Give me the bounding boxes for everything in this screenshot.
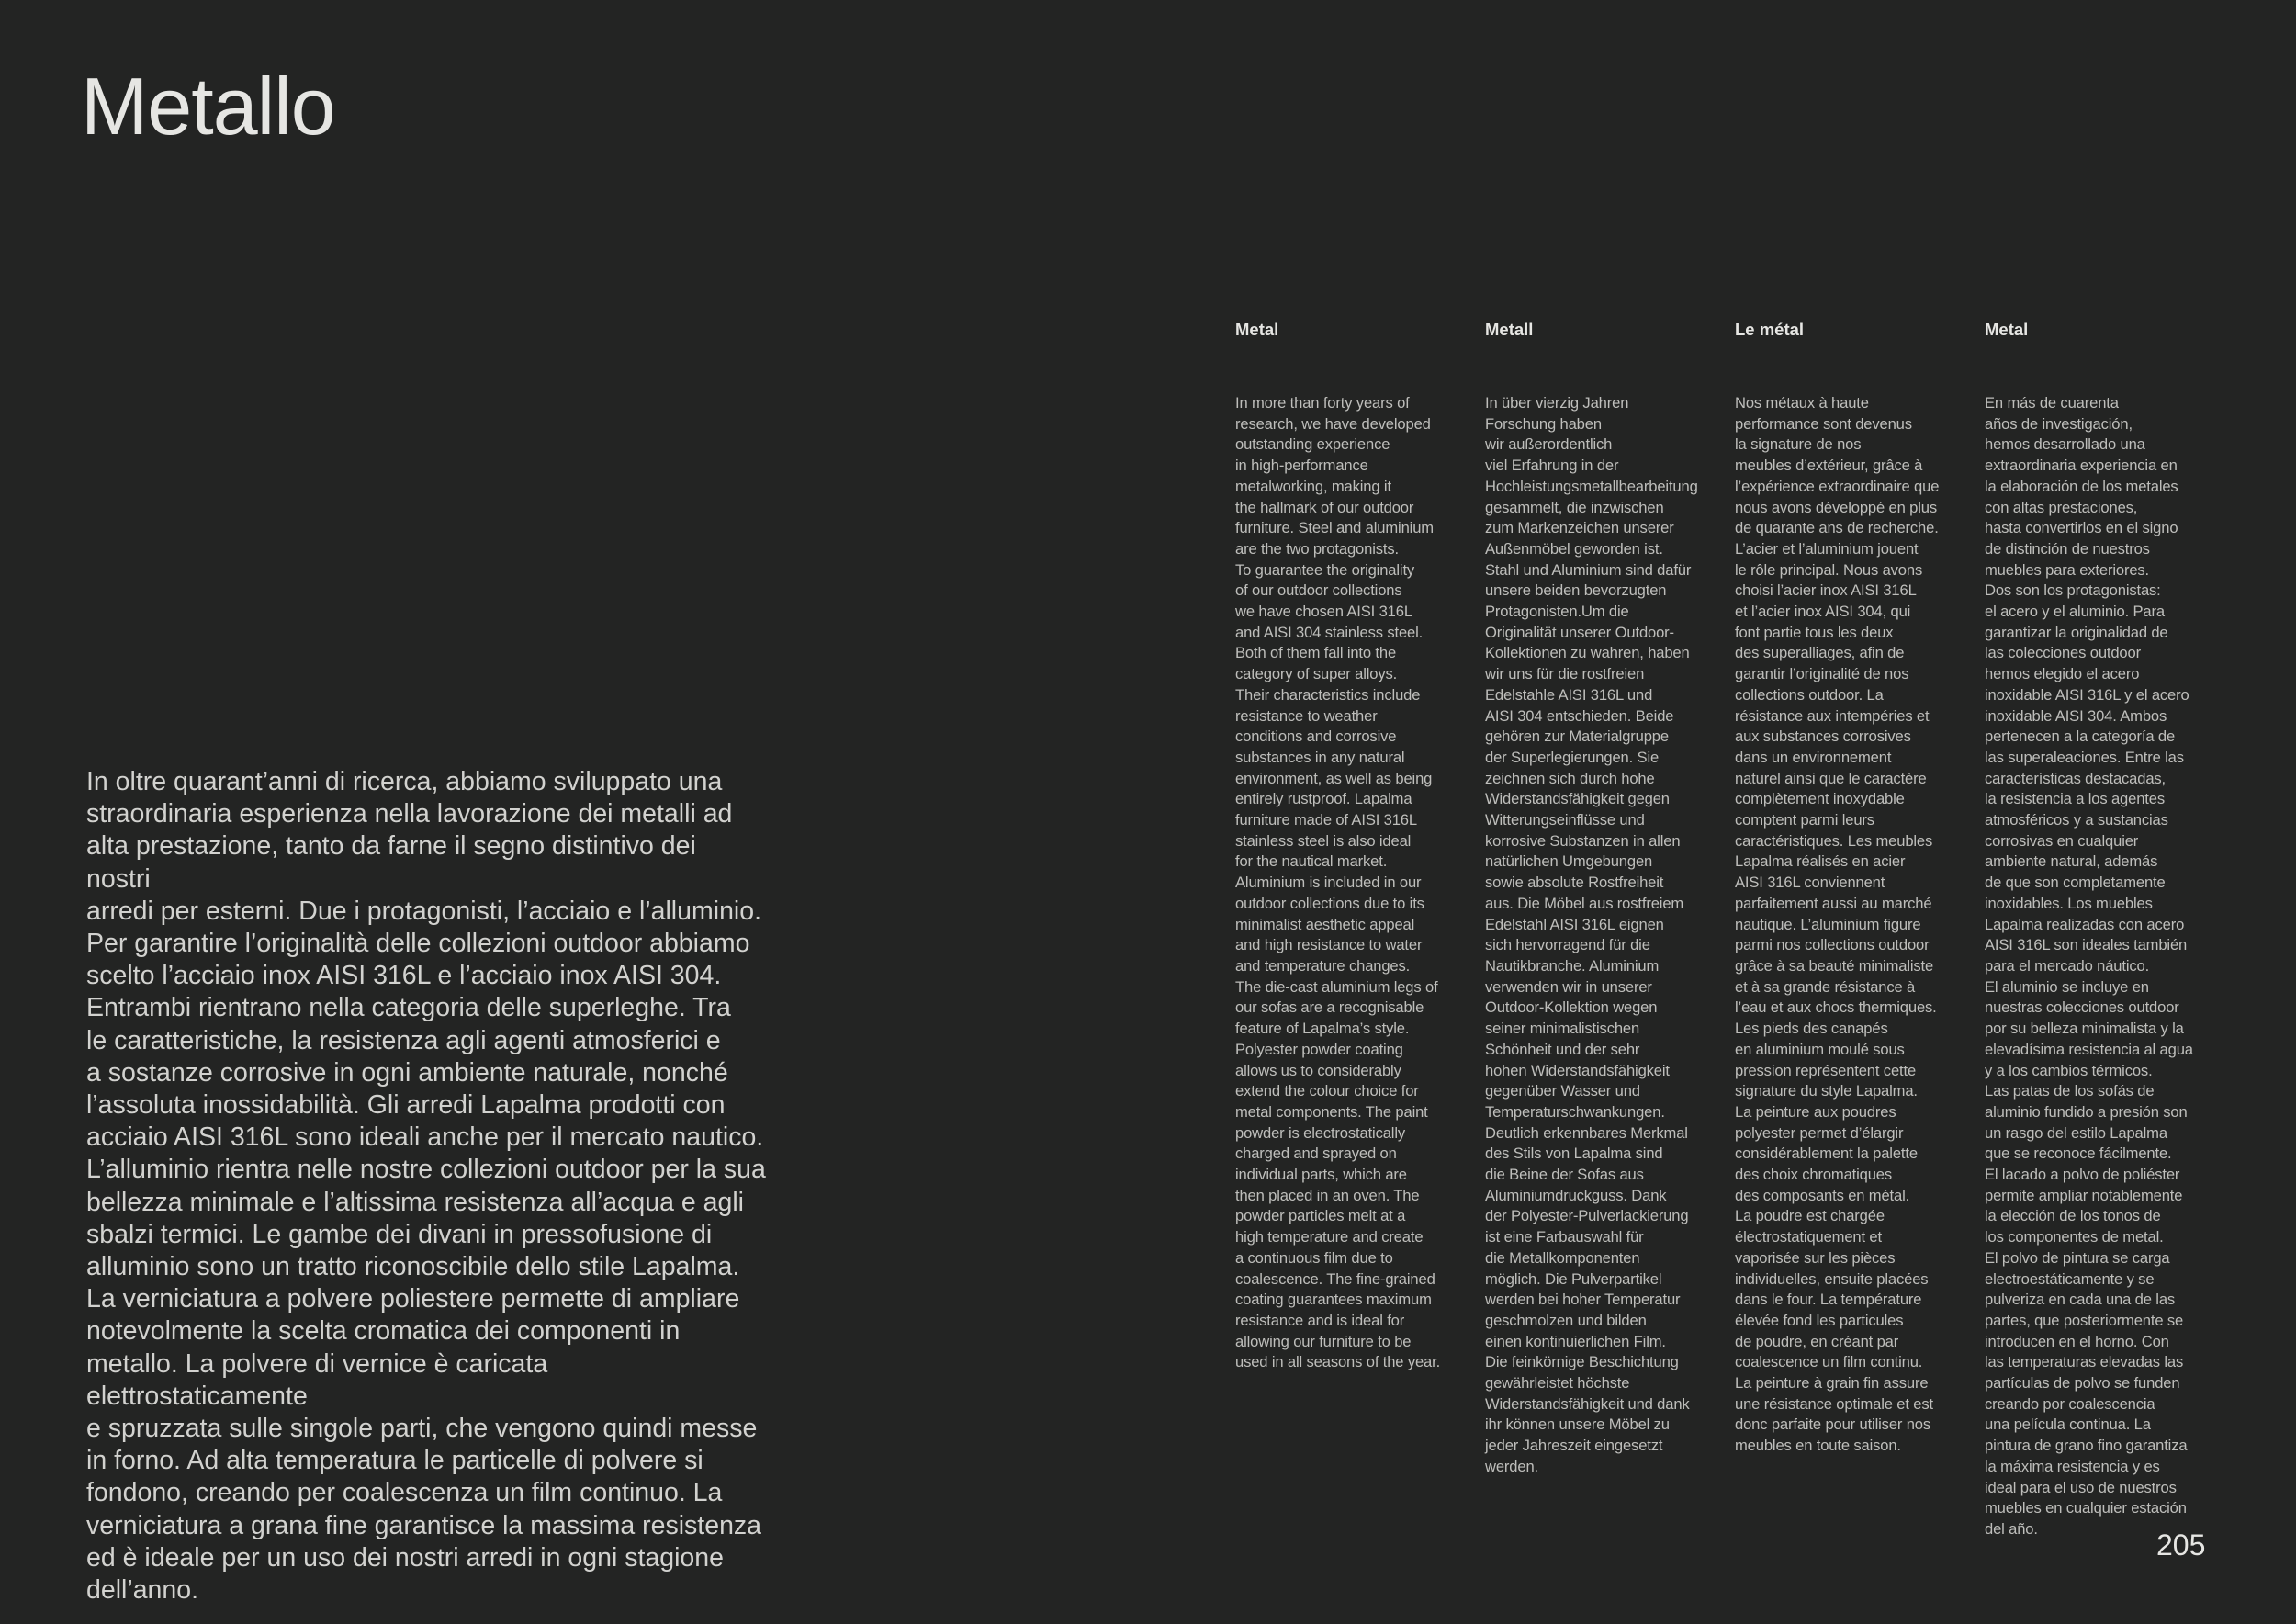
page-title: Metallo: [81, 61, 335, 152]
column-body-german: In über vierzig Jahren Forschung haben wir außerordentlich viel Erfahrung in der Hochleistungsmetallbearbeitung gesammelt, die inzwischen zum Markenzeichen unserer Außenmöbel geworden ist. Stahl und Aluminium sind dafür unsere beiden bevorzugten Protagonisten.Um die Originalität unserer Outdoor- Kollektionen zu wahren, haben wir uns für die rostfreien Edelstahle AISI 316L und AISI 304 entschieden. Beide gehören zur Materialgruppe der Superlegierungen. Sie zeichnen sich durch hohe Widerstandsfähigkeit gegen Witterungseinflüsse und korrosive Substanzen in allen natürlichen Umgebungen sowie absolute Rostfreiheit aus. Die Möbel aus rostfreiem Edelstahl AISI 316L eignen sich hervorragend für die Nautikbranche. Aluminium verwenden wir in unserer Outdoor-Kollektion wegen seiner minimalistischen Schönheit und der sehr hohen Widerstandsfähigkeit gegenüber Wasser und Temperaturschwankungen. Deutlich erkennbares Merkmal des Stils von Lapalma sind die Beine der Sofas aus Aluminiumdruckguss. Dank der Polyester-Pulverlackierung ist eine Farbauswahl für die Metallkomponenten möglich. Die Pulverpartikel werden bei hoher Temperatur geschmolzen und bilden einen kontinuierlichen Film. Die feinkörnige Beschichtung gewährleistet höchste Widerstandsfähigkeit und dank ihr können unsere Möbel zu jeder Jahreszeit eingesetzt werden.: [1485, 394, 1698, 1475]
column-english: [1235, 320, 1474, 1373]
column-spanish: [1985, 320, 2223, 1540]
page-number: 205: [2156, 1528, 2206, 1562]
column-body-french: Nos métaux à haute performance sont devenus la signature de nos meubles d’extérieur, grâce à l’expérience extraordinaire que nous avons développé en plus de quarante ans de recherche. L’acier et l’aluminium jouent le rôle principal. Nous avons choisi l’acier inox AISI 316L et l’acier inox AISI 304, qui font partie tous les deux des superalliages, afin de garantir l’originalité de nos collections outdoor. La résistance aux intempéries et aux substances corrosives dans un environnement naturel ainsi que le caractère complètement inoxydable comptent parmi leurs caractéristiques. Les meubles Lapalma réalisés en acier AISI 316L conviennent parfaitement aussi au marché nautique. L’aluminium figure parmi nos collections outdoor grâce à sa beauté minimaliste et à sa grande résistance à l’eau et aux chocs thermiques. Les pieds des canapés en aluminium moulé sous pression représentent cette signature du style Lapalma. La peinture aux poudres polyester permet d’élargir considérablement la palette des choix chromatiques des composants en métal. La poudre est chargée électrostatiquement et vaporisée sur les pièces individuelles, ensuite placées dans le four. La température élevée fond les particules de poudre, en créant par coalescence un film continu. La peinture à grain fin assure une résistance optimale et est donc parfaite pour utiliser nos meubles en toute saison.: [1735, 394, 1940, 1455]
column-german: [1485, 320, 1724, 1478]
column-heading-english: Metal: [1235, 320, 1279, 339]
column-heading-french: Le métal: [1735, 320, 1805, 339]
column-body-english: In more than forty years of research, we have developed outstanding experience in high-performance metalworking, making it the hallmark of our outdoor furniture. Steel and aluminium are the two protagonists. To guarantee the originality of our outdoor collections we have chosen AISI 316L and AISI 304 stainless steel. Both of them fall into the category of super alloys. Their characteristics include resistance to weather conditions and corrosive substances in any natural environment, as well as being entirely rustproof. Lapalma furniture made of AISI 316L stainless steel is also ideal for the nautical market. Aluminium is included in our outdoor collections due to its minimalist aesthetic appeal and high resistance to water and temperature changes. The die-cast aluminium legs of our sofas are a recognisable feature of Lapalma’s style. Polyester powder coating allows us to considerably extend the colour choice for metal components. The paint powder is electrostatically charged and sprayed on individual parts, which are then placed in an oven. The powder particles melt at a high temperature and create a continuous film due to coalescence. The fine-grained coating guarantees maximum resistance and is ideal for allowing our furniture to be used in all seasons of the year.: [1235, 394, 1441, 1371]
column-heading-german: Metall: [1485, 320, 1534, 339]
column-heading-spanish: Metal: [1985, 320, 2029, 339]
column-french: [1735, 320, 1974, 1457]
column-body-spanish: En más de cuarenta años de investigación, hemos desarrollado una extraordinaria experiencia en la elaboración de los metales con altas prestaciones, hasta convertirlos en el signo de distinción de nuestros muebles para exteriores. Dos son los protagonistas: el acero y el aluminio. Para garantizar la originalidad de las colecciones outdoor hemos elegido el acero inoxidable AISI 316L y el acero inoxidable AISI 304. Ambos pertenecen a la categoría de las superaleaciones. Entre las características destacadas, la resistencia a los agentes atmosféricos y a sustancias corrosivas en cualquier ambiente natural, además de que son completamente inoxidables. Los muebles Lapalma realizadas con acero AISI 316L son ideales también para el mercado náutico. El aluminio se incluye en nuestras colecciones outdoor por su belleza minimalista y la elevadísima resistencia al agua y a los cambios térmicos. Las patas de los sofás de aluminio fundido a presión son un rasgo del estilo Lapalma que se reconoce fácilmente. El lacado a polvo de poliéster permite ampliar notablemente la elección de los tonos de los componentes de metal. El polvo de pintura se carga electroestáticamente y se pulveriza en cada una de las partes, que posteriormente se introducen en el horno. Con las temperaturas elevadas las partículas de polvo se funden creando por coalescencia una película continua. La pintura de grano fino garantiza la máxima resistencia y es ideal para el uso de nuestros muebles en cualquier estación del año.: [1985, 394, 2193, 1538]
intro-text-italian: In oltre quarant’anni di ricerca, abbiamo sviluppato una straordinaria esperienza nella lavorazione dei metalli ad alta prestazione, tanto da farne il segno distintivo dei nostri arredi per esterni. Due i protagonisti, l’acciaio e l’alluminio. Per garantire l’originalità delle collezioni outdoor abbiamo scelto l’acciaio inox AISI 316L e l’acciaio inox AISI 304. Entrambi rientrano nella categoria delle superleghe. Tra le caratteristiche, la resistenza agli agenti atmosferici e a sostanze corrosive in ogni ambiente naturale, nonché l’assoluta inossidabilità. Gli arredi Lapalma prodotti con acciaio AISI 316L sono ideali anche per il mercato nautico. L’alluminio rientra nelle nostre collezioni outdoor per la sua bellezza minimale e l’altissima resistenza all’acqua e agli sbalzi termici. Le gambe dei divani in pressofusione di alluminio sono un tratto riconoscibile dello stile Lapalma. La verniciatura a polvere poliestere permette di ampliare notevolmente la scelta cromatica dei componenti in metallo. La polvere di vernice è caricata elettrostaticamente e spruzzata sulle singole parti, che vengono quindi messe in forno. Ad alta temperatura le particelle di polvere si fondono, creando per coalescenza un film continuo. La verniciatura a grana fine garantisce la massima resistenza ed è ideale per un uso dei nostri arredi in ogni stagione dell’anno.: [86, 767, 766, 1606]
